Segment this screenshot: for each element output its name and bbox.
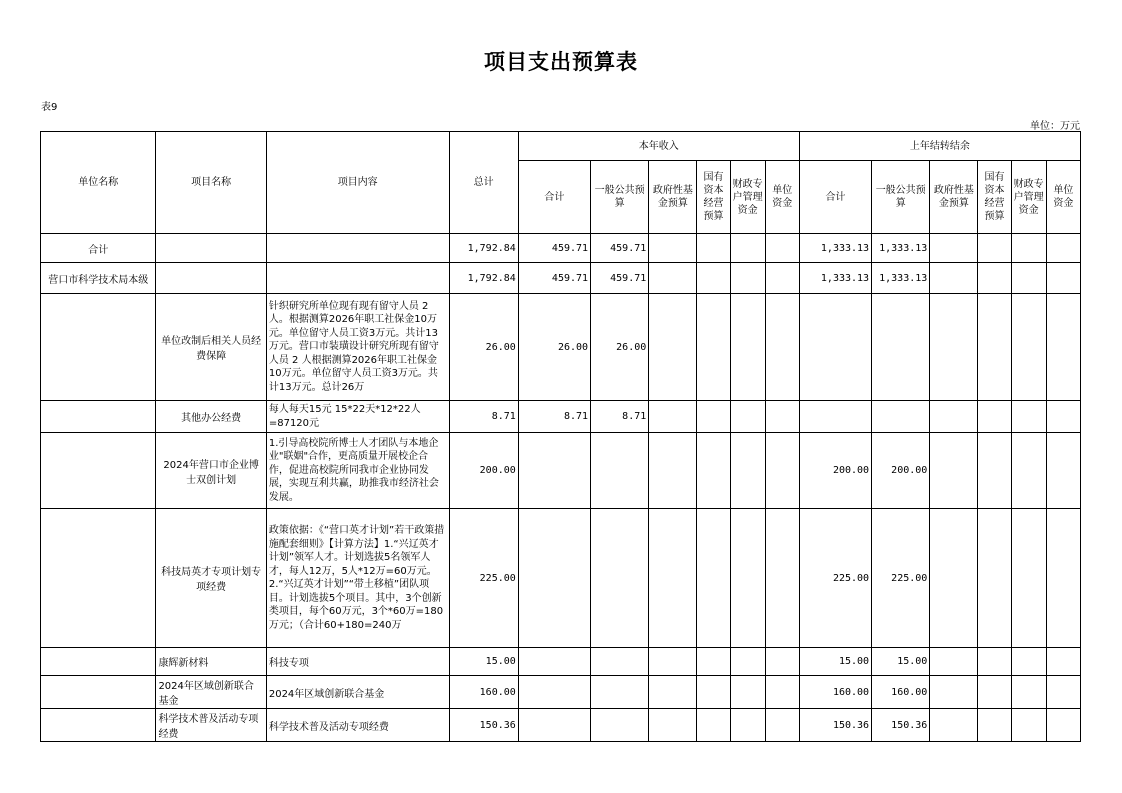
cell-cur-general: 459.71 — [591, 234, 649, 263]
cell-prev-general: 1,333.13 — [872, 234, 930, 263]
cell-content: 政策依据：《“营口英才计划”若干政策措施配套细则》【计算方法】1.“兴辽英才计划”领军人才。计划选拔5名领军人才，每人12万，5人*12万=60万元。2.“兴辽英才计划”“带土移植”团队项目。计划选拔5个项目。其中，3个创新类项目，每个60万元，3个*60万=180万元；（合计60+180=240万 — [266, 509, 449, 648]
table-row — [41, 294, 1081, 401]
cell-content — [266, 263, 449, 294]
cell-unit — [41, 709, 156, 742]
cell-prev-total — [799, 294, 871, 401]
cell-cur-total: 459.71 — [518, 234, 590, 263]
cell-prev-general — [872, 401, 930, 433]
header-prev-total: 合计 — [799, 161, 871, 234]
table-row — [41, 263, 1081, 294]
header-cur-special: 财政专户管理资金 — [730, 161, 765, 234]
cell-project: 2024年营口市企业博士双创计划 — [156, 433, 266, 509]
cell-cur-general — [591, 509, 649, 648]
header-cur-unit: 单位资金 — [765, 161, 799, 234]
cell-unit — [41, 509, 156, 648]
cell-cur-general: 459.71 — [591, 263, 649, 294]
cell-total: 15.00 — [449, 648, 518, 676]
cell-cur-total: 459.71 — [518, 263, 590, 294]
unit-label: 单位：万元 — [1030, 121, 1080, 132]
cell-content: 科技专项 — [266, 648, 449, 676]
cell-total: 200.00 — [449, 433, 518, 509]
header-prev-fund: 政府性基金预算 — [930, 161, 978, 234]
cell-project — [156, 234, 266, 263]
cell-prev-total — [799, 401, 871, 433]
cell-prev-general — [872, 294, 930, 401]
cell-unit — [41, 648, 156, 676]
cell-prev-total: 225.00 — [799, 509, 871, 648]
cell-cur-total — [518, 709, 590, 742]
cell-unit — [41, 433, 156, 509]
header-current-income: 本年收入 — [518, 132, 799, 161]
cell-unit — [41, 401, 156, 433]
cell-cur-general: 8.71 — [591, 401, 649, 433]
header-cur-capital: 国有资本经营预算 — [697, 161, 730, 234]
cell-prev-general: 225.00 — [872, 509, 930, 648]
budget-table — [40, 131, 1081, 742]
cell-total: 160.00 — [449, 676, 518, 709]
cell-total: 8.71 — [449, 401, 518, 433]
header-project-content: 项目内容 — [266, 132, 449, 234]
table-row — [41, 676, 1081, 709]
cell-total: 150.36 — [449, 709, 518, 742]
cell-prev-general: 150.36 — [872, 709, 930, 742]
header-prev-special: 财政专户管理资金 — [1011, 161, 1046, 234]
table-row — [41, 234, 1081, 263]
cell-project: 其他办公经费 — [156, 401, 266, 433]
cell-cur-general — [591, 433, 649, 509]
cell-project — [156, 263, 266, 294]
cell-cur-total — [518, 433, 590, 509]
table-row — [41, 648, 1081, 676]
table-row — [41, 433, 1081, 509]
header-project-name: 项目名称 — [156, 132, 266, 234]
header-total: 总计 — [449, 132, 518, 234]
cell-prev-general: 15.00 — [872, 648, 930, 676]
cell-project: 科技局英才专项计划专项经费 — [156, 509, 266, 648]
header-cur-total: 合计 — [518, 161, 590, 234]
table-row — [41, 401, 1081, 433]
header-prior-carryover: 上年结转结余 — [799, 132, 1080, 161]
cell-content: 2024年区域创新联合基金 — [266, 676, 449, 709]
cell-total: 225.00 — [449, 509, 518, 648]
cell-prev-total: 1,333.13 — [799, 263, 871, 294]
cell-prev-general: 1,333.13 — [872, 263, 930, 294]
cell-total: 1,792.84 — [449, 263, 518, 294]
cell-cur-general — [591, 709, 649, 742]
page-title: 项目支出预算表 — [484, 50, 638, 74]
header-prev-unit: 单位资金 — [1046, 161, 1080, 234]
header-cur-fund: 政府性基金预算 — [649, 161, 697, 234]
cell-prev-total: 150.36 — [799, 709, 871, 742]
header-prev-general: 一般公共预算 — [872, 161, 930, 234]
cell-content: 1.引导高校院所博士人才团队与本地企业"联姻"合作，更高质量开展校企合作，促进高校院所同我市企业协同发展，实现互利共赢，助推我市经济社会发展。 — [266, 433, 449, 509]
cell-unit: 合计 — [41, 234, 156, 263]
header-cur-general: 一般公共预算 — [591, 161, 649, 234]
table-row — [41, 709, 1081, 742]
cell-project: 康辉新材料 — [156, 648, 266, 676]
cell-cur-total: 8.71 — [518, 401, 590, 433]
cell-content: 每人每天15元 15*22天*12*22人=87120元 — [266, 401, 449, 433]
cell-cur-total — [518, 509, 590, 648]
cell-cur-total — [518, 676, 590, 709]
cell-project: 科学技术普及活动专项经费 — [156, 709, 266, 742]
cell-total: 1,792.84 — [449, 234, 518, 263]
cell-cur-general — [591, 648, 649, 676]
cell-prev-total: 1,333.13 — [799, 234, 871, 263]
cell-total: 26.00 — [449, 294, 518, 401]
cell-unit — [41, 294, 156, 401]
cell-content: 针织研究所单位现有现有留守人员 2人。根据测算2026年职工社保金10万元。单位留守人员工资3万元。共计13万元。营口市装璜设计研究所现有留守人员 2 人根据测算2026年职工社保金10万元。单位留守人员工资3万元。共计13万元。总计26万 — [266, 294, 449, 401]
cell-cur-total: 26.00 — [518, 294, 590, 401]
cell-project: 单位改制后相关人员经费保障 — [156, 294, 266, 401]
cell-prev-total: 200.00 — [799, 433, 871, 509]
cell-content: 科学技术普及活动专项经费 — [266, 709, 449, 742]
header-prev-capital: 国有资本经营预算 — [978, 161, 1011, 234]
cell-content — [266, 234, 449, 263]
cell-prev-total: 15.00 — [799, 648, 871, 676]
cell-cur-total — [518, 648, 590, 676]
header-unit-name: 单位名称 — [41, 132, 156, 234]
cell-cur-general: 26.00 — [591, 294, 649, 401]
cell-unit — [41, 676, 156, 709]
cell-prev-general: 200.00 — [872, 433, 930, 509]
cell-prev-general: 160.00 — [872, 676, 930, 709]
cell-prev-total: 160.00 — [799, 676, 871, 709]
cell-project: 2024年区域创新联合基金 — [156, 676, 266, 709]
cell-cur-general — [591, 676, 649, 709]
cell-unit: 营口市科学技术局本级 — [41, 263, 156, 294]
table-row — [41, 509, 1081, 648]
table-number: 表9 — [41, 102, 58, 113]
